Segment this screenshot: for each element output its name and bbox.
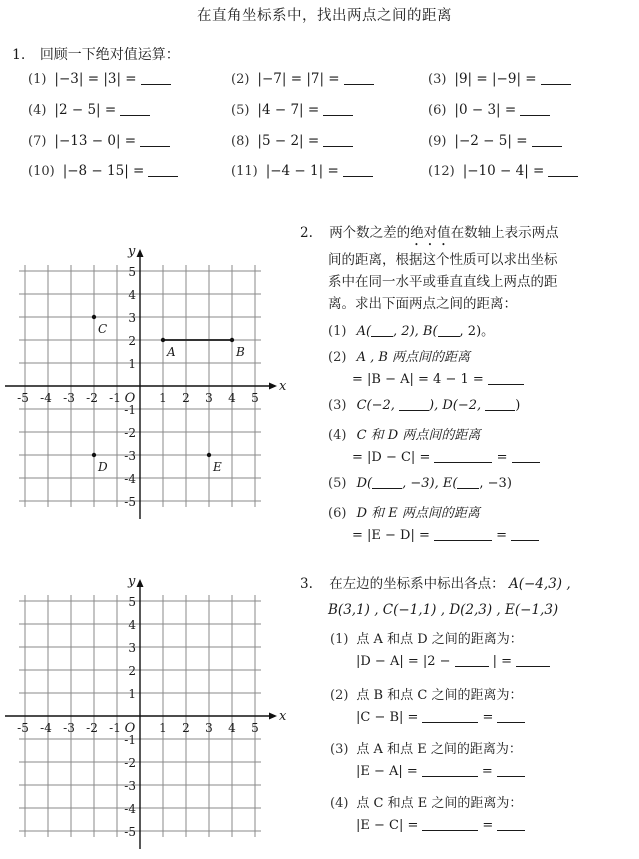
y-tick-label: -4 bbox=[124, 802, 136, 816]
item-expression: |C − B| = bbox=[356, 710, 419, 725]
x-tick-label: -4 bbox=[40, 391, 52, 405]
y-axis-label: y bbox=[128, 574, 136, 589]
item-expression: |0 − 3| = bbox=[454, 102, 517, 118]
q1-item bbox=[231, 130, 353, 149]
q1-item bbox=[428, 99, 550, 118]
y-tick-label: 4 bbox=[128, 618, 136, 632]
item-text: 点 B 和点 C 之间的距离为： bbox=[356, 688, 523, 703]
item-index: (8) bbox=[231, 134, 250, 149]
item-index: (11) bbox=[231, 164, 258, 179]
answer-blank[interactable] bbox=[497, 818, 525, 831]
item-index: (2) bbox=[328, 350, 347, 365]
item-index: (6) bbox=[428, 103, 447, 118]
item-index: (5) bbox=[231, 103, 250, 118]
y-axis-arrow bbox=[137, 579, 144, 587]
item-text: , −3), E( bbox=[402, 476, 458, 491]
point-e bbox=[207, 453, 211, 457]
point-label-a: A bbox=[167, 345, 176, 359]
item-index: (4) bbox=[28, 103, 47, 118]
emphasized-text: 绝对值 bbox=[410, 225, 451, 241]
item-index: (9) bbox=[428, 134, 447, 149]
answer-blank[interactable] bbox=[422, 818, 478, 831]
answer-blank[interactable] bbox=[422, 764, 478, 777]
q3-item bbox=[330, 738, 522, 757]
item-expression: |E − C| = bbox=[356, 818, 419, 833]
y-tick-label: -2 bbox=[124, 426, 136, 440]
x-tick-label: -5 bbox=[17, 721, 29, 735]
q1-item bbox=[428, 68, 571, 87]
answer-blank[interactable] bbox=[434, 450, 492, 463]
item-index: (6) bbox=[328, 506, 347, 521]
q2-item-6 bbox=[328, 502, 480, 521]
y-tick-label: 1 bbox=[128, 357, 136, 371]
item-expression: |−7| = |7| = bbox=[257, 71, 340, 87]
y-tick-label: 5 bbox=[128, 595, 136, 609]
item-index: (1) bbox=[328, 324, 347, 339]
q1-item bbox=[428, 130, 562, 149]
answer-blank[interactable] bbox=[497, 764, 525, 777]
item-expression: = |E − D| = bbox=[352, 528, 430, 543]
item-index: (7) bbox=[28, 134, 47, 149]
equals-sign: = bbox=[482, 710, 494, 725]
answer-blank[interactable] bbox=[532, 134, 562, 147]
q1-item bbox=[28, 130, 170, 149]
equals-sign: = bbox=[481, 764, 493, 779]
y-tick-label: -1 bbox=[124, 403, 136, 417]
x-tick-label: 2 bbox=[182, 391, 190, 405]
x-axis-arrow bbox=[269, 713, 277, 720]
answer-blank[interactable] bbox=[422, 710, 478, 723]
x-axis-arrow bbox=[269, 383, 277, 390]
answer-blank[interactable] bbox=[541, 72, 571, 85]
point-b bbox=[230, 338, 234, 342]
x-tick-label: 2 bbox=[182, 721, 190, 735]
q2-item-2 bbox=[328, 346, 470, 365]
item-index: (12) bbox=[428, 164, 455, 179]
x-axis-label: x bbox=[279, 379, 287, 394]
y-tick-label: 4 bbox=[128, 288, 136, 302]
item-text: 点 C 和点 E 之间的距离为： bbox=[356, 796, 523, 811]
point-label-d: D bbox=[98, 460, 108, 474]
q1-item bbox=[231, 160, 373, 179]
origin-label: O bbox=[124, 391, 136, 406]
x-tick-label: 1 bbox=[159, 721, 167, 735]
q3-item-expr bbox=[356, 818, 529, 833]
y-tick-label: 2 bbox=[128, 664, 136, 678]
x-tick-label: 3 bbox=[205, 391, 213, 405]
item-index: (4) bbox=[328, 428, 347, 443]
x-tick-label: -5 bbox=[17, 391, 29, 405]
question-1-heading bbox=[12, 44, 180, 64]
paragraph-text: 两个数之差的 bbox=[329, 225, 411, 241]
answer-blank[interactable] bbox=[497, 710, 525, 723]
item-text: A , B 两点间的距离 bbox=[356, 350, 471, 365]
item-index: (2) bbox=[330, 688, 349, 703]
item-index: (3) bbox=[328, 398, 347, 413]
question-text: 回顾一下绝对值运算： bbox=[39, 47, 180, 63]
item-expression: = |B − A| = 4 − 1 = bbox=[352, 372, 484, 387]
answer-blank[interactable] bbox=[323, 134, 353, 147]
y-tick-label: -2 bbox=[124, 756, 136, 770]
q1-item bbox=[28, 68, 171, 87]
item-text: A( bbox=[356, 324, 372, 339]
answer-blank[interactable] bbox=[399, 398, 429, 411]
y-tick-label: -3 bbox=[124, 779, 136, 793]
x-tick-label: 1 bbox=[159, 391, 167, 405]
q3-item-expr bbox=[356, 654, 554, 669]
coordinate-graph-1 bbox=[0, 236, 285, 526]
q2-item-4 bbox=[328, 424, 480, 443]
equals-sign: = bbox=[496, 528, 508, 543]
point-a bbox=[161, 338, 165, 342]
point-label-b: B bbox=[236, 345, 245, 359]
item-index: (3) bbox=[428, 72, 447, 87]
point-list: B(3,1) , C(−1,1) , D(2,3) , E(−1,3) bbox=[328, 602, 559, 618]
item-expression: |9| = |−9| = bbox=[454, 71, 537, 87]
item-expression: = |D − C| = bbox=[352, 450, 431, 465]
q2-item-6-expr bbox=[352, 528, 539, 543]
item-index: (2) bbox=[231, 72, 250, 87]
question-number: 2. bbox=[300, 225, 313, 241]
item-expression: | = bbox=[492, 654, 512, 669]
paragraph-text: 系中在同一水平或垂直直线上两点的距 bbox=[328, 274, 558, 290]
item-index: (1) bbox=[330, 632, 349, 647]
question-3-paragraph bbox=[300, 573, 571, 621]
coordinate-graph-2 bbox=[0, 566, 285, 856]
answer-blank[interactable] bbox=[438, 324, 460, 337]
answer-blank[interactable] bbox=[372, 476, 402, 489]
question-number: 3. bbox=[300, 576, 313, 592]
x-tick-label: 5 bbox=[251, 391, 259, 405]
item-text: D( bbox=[356, 476, 373, 491]
answer-blank[interactable] bbox=[520, 103, 550, 116]
item-text: 点 A 和点 D 之间的距离为： bbox=[356, 632, 523, 647]
answer-blank[interactable] bbox=[488, 372, 524, 385]
y-tick-label: 3 bbox=[128, 641, 136, 655]
item-expression: |−10 − 4| = bbox=[462, 163, 545, 179]
y-tick-label: -5 bbox=[124, 825, 136, 839]
answer-blank[interactable] bbox=[485, 398, 515, 411]
q3-item bbox=[330, 792, 522, 811]
item-index: (3) bbox=[330, 742, 349, 757]
item-text: ) bbox=[515, 398, 521, 413]
paragraph-text: 在左边的坐标系中标出各点： bbox=[329, 576, 505, 592]
answer-blank[interactable] bbox=[343, 164, 373, 177]
paragraph-text: 间的距离，根据这个性质可以求出坐标 bbox=[328, 252, 558, 268]
x-tick-label: 4 bbox=[228, 721, 236, 735]
paragraph-text: 离。求出下面两点之间的距离： bbox=[328, 296, 517, 312]
q2-item-1 bbox=[328, 320, 494, 339]
answer-blank[interactable] bbox=[371, 324, 393, 337]
y-tick-label: -5 bbox=[124, 495, 136, 509]
item-expression: |E − A| = bbox=[356, 764, 418, 779]
y-tick-label: -4 bbox=[124, 472, 136, 486]
origin-label: O bbox=[124, 721, 136, 736]
y-tick-label: -1 bbox=[124, 733, 136, 747]
answer-blank[interactable] bbox=[455, 654, 489, 667]
item-text: C 和 D 两点间的距离 bbox=[356, 428, 481, 443]
q1-item bbox=[231, 68, 374, 87]
item-index: (5) bbox=[328, 476, 347, 491]
y-tick-label: 1 bbox=[128, 687, 136, 701]
x-tick-label: -2 bbox=[86, 391, 98, 405]
answer-blank[interactable] bbox=[511, 528, 539, 541]
item-text: 点 A 和点 E 之间的距离为： bbox=[356, 742, 522, 757]
item-index: (10) bbox=[28, 164, 55, 179]
answer-blank[interactable] bbox=[120, 103, 150, 116]
q3-item bbox=[330, 684, 522, 703]
answer-blank[interactable] bbox=[516, 654, 550, 667]
question-number: 1. bbox=[12, 47, 26, 63]
x-axis-label: x bbox=[279, 709, 287, 724]
q2-item-2-expr bbox=[352, 372, 524, 387]
page-title: 在直角坐标系中，找出两点之间的距离 bbox=[197, 8, 452, 24]
x-tick-label: 3 bbox=[205, 721, 213, 735]
item-expression: |−4 − 1| = bbox=[265, 163, 339, 179]
answer-blank[interactable] bbox=[457, 476, 479, 489]
equals-sign: = bbox=[482, 818, 494, 833]
item-index: (4) bbox=[330, 796, 349, 811]
y-tick-label: 2 bbox=[128, 334, 136, 348]
q2-item-4-expr bbox=[352, 450, 540, 465]
item-text: C(−2, bbox=[356, 398, 400, 413]
item-index: (1) bbox=[28, 72, 47, 87]
answer-blank[interactable] bbox=[548, 164, 578, 177]
answer-blank[interactable] bbox=[148, 164, 178, 177]
y-axis-label: y bbox=[128, 244, 136, 259]
q1-item bbox=[428, 160, 578, 179]
point-label-c: C bbox=[98, 322, 108, 336]
item-expression: |−3| = |3| = bbox=[54, 71, 137, 87]
item-expression: |5 − 2| = bbox=[257, 133, 320, 149]
answer-blank[interactable] bbox=[140, 134, 170, 147]
q2-item-5 bbox=[328, 476, 512, 491]
item-expression: |4 − 7| = bbox=[257, 102, 320, 118]
q3-item bbox=[330, 628, 523, 647]
x-tick-label: -2 bbox=[86, 721, 98, 735]
y-tick-label: 5 bbox=[128, 265, 136, 279]
x-tick-label: 5 bbox=[251, 721, 259, 735]
item-text: , 2)。 bbox=[459, 324, 495, 339]
answer-blank[interactable] bbox=[512, 450, 540, 463]
x-tick-label: -3 bbox=[63, 391, 75, 405]
answer-blank[interactable] bbox=[434, 528, 492, 541]
q3-item-expr bbox=[356, 710, 529, 725]
x-tick-label: -4 bbox=[40, 721, 52, 735]
item-expression: |D − A| = |2 − bbox=[356, 654, 451, 669]
item-expression: |−8 − 15| = bbox=[62, 163, 145, 179]
q1-item bbox=[28, 160, 178, 179]
answer-blank[interactable] bbox=[323, 103, 353, 116]
point-label-e: E bbox=[213, 460, 222, 474]
x-tick-label: -1 bbox=[109, 391, 121, 405]
x-tick-label: 4 bbox=[228, 391, 236, 405]
y-axis-arrow bbox=[137, 249, 144, 257]
answer-blank[interactable] bbox=[344, 72, 374, 85]
paragraph-text: 在数轴上表示两点 bbox=[450, 225, 559, 241]
item-expression: |−2 − 5| = bbox=[454, 133, 528, 149]
q1-item bbox=[231, 99, 353, 118]
q2-item-3 bbox=[328, 398, 520, 413]
question-2-paragraph bbox=[300, 222, 559, 315]
item-text: , 2), B( bbox=[393, 324, 438, 339]
x-tick-label: -3 bbox=[63, 721, 75, 735]
x-tick-label: -1 bbox=[109, 721, 121, 735]
item-expression: |−13 − 0| = bbox=[54, 133, 137, 149]
answer-blank[interactable] bbox=[141, 72, 171, 85]
q1-item bbox=[28, 99, 150, 118]
item-text: ), D(−2, bbox=[429, 398, 486, 413]
y-tick-label: -3 bbox=[124, 449, 136, 463]
point-c bbox=[92, 315, 96, 319]
point-list: A(−4,3) , bbox=[508, 576, 571, 592]
q3-item-expr bbox=[356, 764, 529, 779]
item-text: , −3) bbox=[479, 476, 512, 491]
point-d bbox=[92, 453, 96, 457]
y-tick-label: 3 bbox=[128, 311, 136, 325]
item-text: D 和 E 两点间的距离 bbox=[356, 506, 480, 521]
equals-sign: = bbox=[496, 450, 508, 465]
item-expression: |2 − 5| = bbox=[54, 102, 117, 118]
